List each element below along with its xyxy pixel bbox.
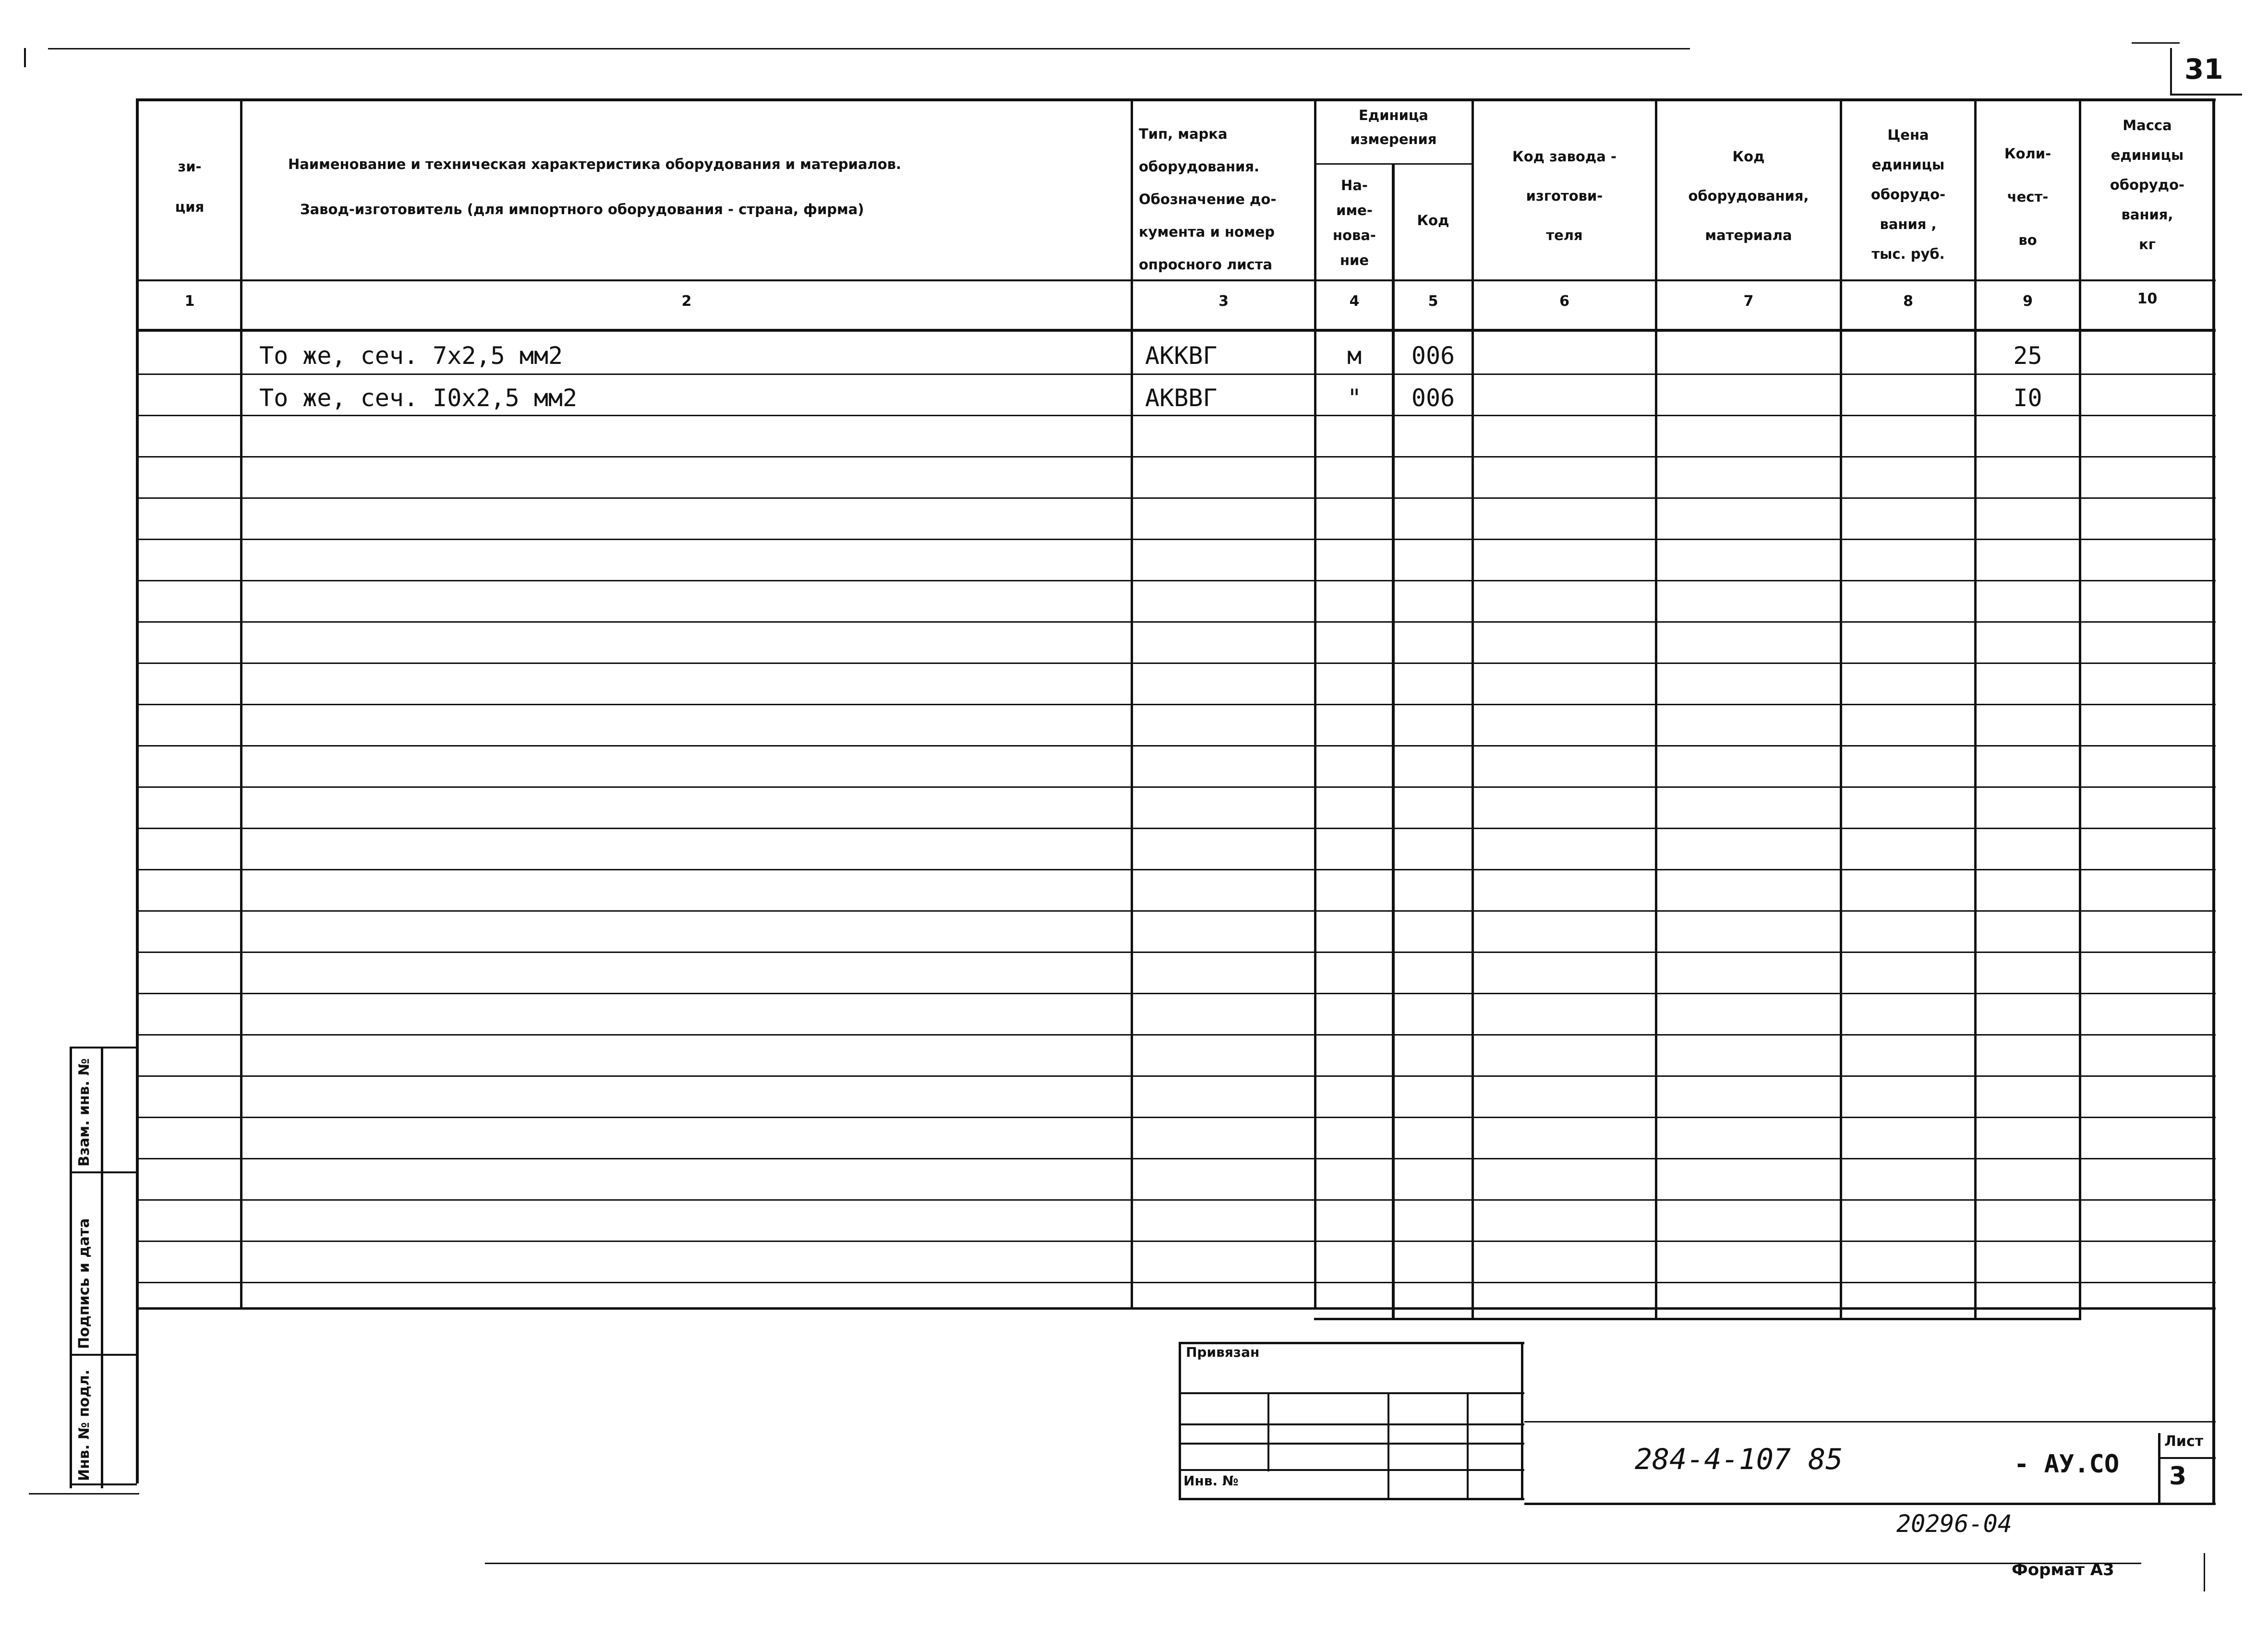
- row-line: [137, 621, 2216, 623]
- header-col9: [1977, 132, 2079, 262]
- table-top-border: [137, 98, 2216, 101]
- row-line: [137, 456, 2216, 458]
- stamp-row-4: [1179, 1469, 1524, 1471]
- stamp-left: [1179, 1342, 1181, 1500]
- header-col9-line2: чест-: [2007, 189, 2049, 205]
- margin-rule-2: [70, 1171, 137, 1173]
- margin-rule-4: [70, 1483, 137, 1485]
- header-col8-line1: Цена: [1887, 127, 1929, 143]
- stamp-bottom: [1179, 1498, 1524, 1500]
- stamp-col-1: [1267, 1392, 1269, 1471]
- sheet-box-divider: [2158, 1457, 2216, 1459]
- header-col6-line1: Код завода -: [1512, 148, 1617, 165]
- row-line: [137, 374, 2216, 375]
- stamp-row-2: [1179, 1423, 1524, 1425]
- row1-type: АККВГ: [1145, 342, 1218, 370]
- column-number-row-bottom: [137, 329, 2216, 332]
- row-line: [137, 745, 2216, 747]
- header-col6-line3: теля: [1546, 227, 1583, 243]
- left-tick: [24, 48, 26, 67]
- header-col1-line2: ция: [175, 199, 205, 215]
- header-col10-line5: кг: [2139, 236, 2156, 253]
- page-number-box-left: [2170, 48, 2172, 94]
- header-col3-line4: кумента и номер: [1139, 224, 1275, 240]
- header-col3-line3: Обозначение до-: [1139, 191, 1277, 207]
- col-divider-7: [1840, 98, 1842, 1320]
- bottom-left-tick: [29, 1493, 139, 1494]
- row-line: [137, 869, 2216, 870]
- header-col7-line1: Код: [1732, 148, 1765, 165]
- header-col3: [1139, 118, 1312, 281]
- top-rule: [48, 48, 1690, 49]
- page-number: 31: [2184, 53, 2223, 85]
- column-number-10: 10: [2137, 290, 2158, 307]
- row2-type: АКВВГ: [1145, 384, 1218, 412]
- header-col6-line2: изготови-: [1526, 188, 1603, 204]
- header-col4: [1316, 173, 1392, 273]
- sheet-value: 3: [2169, 1462, 2187, 1491]
- column-number-7: 7: [1743, 293, 1754, 310]
- row-line: [137, 539, 2216, 540]
- header-unit-group: [1315, 103, 1472, 151]
- row-line: [137, 1158, 2216, 1159]
- margin-label-vzam: Взам. инв. №: [76, 1058, 93, 1167]
- row1-name: То же, сеч. 7х2,5 мм2: [259, 342, 563, 370]
- margin-mid-line: [101, 1047, 103, 1488]
- margin-rule-1: [70, 1047, 137, 1048]
- row-line: [137, 580, 2216, 581]
- margin-label-inv-podl: Инв. № подл.: [76, 1369, 93, 1481]
- row-line: [137, 497, 2216, 499]
- header-col9-line1: Коли-: [2004, 145, 2051, 162]
- column-number-5: 5: [1428, 293, 1438, 310]
- page-number-box-bottom: [2170, 94, 2242, 96]
- handwritten-number: 20296-04: [1896, 1510, 2012, 1538]
- header-col8: [1842, 120, 1974, 269]
- row1-unit: м: [1347, 342, 1362, 370]
- col-divider-5: [1472, 98, 1474, 1320]
- header-col1: [139, 146, 240, 227]
- margin-label-signature: Подпись и дата: [76, 1218, 93, 1349]
- header-unit-line2: измерения: [1350, 131, 1437, 147]
- column-number-6: 6: [1559, 293, 1569, 310]
- header-col4-line1: На-: [1341, 177, 1368, 193]
- row2-unit: ": [1347, 384, 1362, 412]
- sheet-box-left: [2158, 1433, 2160, 1505]
- row-line: [137, 663, 2216, 664]
- row-line: [137, 415, 2216, 416]
- stamp-col-3: [1467, 1392, 1469, 1500]
- column-number-2: 2: [681, 293, 692, 310]
- header-col7: [1657, 137, 1840, 255]
- header-col10-line4: вания,: [2121, 206, 2173, 223]
- bottom-right-tick: [2204, 1553, 2205, 1591]
- stamp-privyazan: Привязан: [1186, 1344, 1260, 1360]
- row1-qty: 25: [2013, 342, 2042, 370]
- stamp-row-3: [1179, 1443, 1524, 1445]
- row-line: [137, 1075, 2216, 1077]
- header-col10: [2081, 110, 2213, 259]
- header-col4-line3: нова-: [1333, 227, 1376, 243]
- header-col9-line3: во: [2018, 232, 2037, 248]
- header-col3-line5: опросного листа: [1139, 256, 1273, 273]
- bottom-rule: [485, 1563, 2141, 1564]
- title-block-rule: [1524, 1421, 2216, 1422]
- doc-number: 284-4-107 85: [1635, 1443, 1843, 1476]
- table-right-border: [2212, 98, 2215, 1505]
- header-col5: Код: [1417, 212, 1449, 229]
- format-label: Формат А3: [2012, 1560, 2114, 1579]
- row-line: [137, 993, 2216, 994]
- header-col8-line5: тыс. руб.: [1871, 246, 1945, 262]
- header-col10-line2: единицы: [2111, 147, 2184, 163]
- header-col8-line3: оборудо-: [1870, 186, 1946, 203]
- header-col7-line3: материала: [1705, 227, 1792, 243]
- header-col10-line1: Масса: [2123, 117, 2172, 133]
- col-divider-8: [1974, 98, 1977, 1320]
- col-divider-9: [2079, 98, 2081, 1320]
- doc-suffix: - АУ.СО: [2014, 1450, 2120, 1479]
- title-block-bottom: [1524, 1503, 2216, 1505]
- header-col3-line1: Тип, марка: [1139, 126, 1228, 142]
- row-line: [137, 1241, 2216, 1242]
- margin-rule-3: [70, 1354, 137, 1356]
- header-col10-line3: оборудо-: [2110, 177, 2185, 193]
- header-col8-line2: единицы: [1871, 157, 1945, 173]
- col-divider-6: [1655, 98, 1657, 1320]
- header-col2: [288, 142, 901, 232]
- column-number-8: 8: [1903, 293, 1913, 310]
- header-col3-line2: оборудования.: [1139, 158, 1260, 175]
- margin-left-line: [70, 1047, 72, 1488]
- right-columns-bottom: [1314, 1318, 2081, 1320]
- header-col6: [1474, 137, 1655, 255]
- header-col1-line1: зи-: [178, 158, 202, 175]
- column-number-9: 9: [2023, 293, 2033, 310]
- row-line: [137, 1034, 2216, 1036]
- row-line: [137, 1282, 2216, 1283]
- stamp-right: [1521, 1342, 1523, 1500]
- stamp-inv-no: Инв. №: [1183, 1473, 1239, 1489]
- header-col4-line2: име-: [1336, 202, 1373, 218]
- row1-code: 006: [1411, 342, 1455, 370]
- row-line: [137, 1117, 2216, 1118]
- table-bottom-border: [137, 1307, 2216, 1310]
- column-number-1: 1: [184, 293, 195, 310]
- row-line: [137, 828, 2216, 829]
- stamp-row-1: [1179, 1392, 1524, 1394]
- stamp-col-2: [1387, 1392, 1389, 1500]
- header-col2-line1: Наименование и техническая характеристика оборудования и материалов.: [288, 156, 902, 172]
- top-rule-right: [2132, 42, 2180, 44]
- row-line: [137, 952, 2216, 953]
- row2-name: То же, сеч. I0х2,5 мм2: [259, 384, 578, 412]
- header-col8-line4: вания ,: [1880, 216, 1937, 232]
- column-number-4: 4: [1349, 293, 1360, 310]
- sheet-label: Лист: [2164, 1433, 2204, 1450]
- header-col4-line4: ние: [1339, 252, 1369, 268]
- col-divider-4: [1392, 163, 1395, 1320]
- row2-qty: I0: [2013, 384, 2042, 412]
- row-line: [137, 1199, 2216, 1201]
- row-line: [137, 704, 2216, 705]
- row2-code: 006: [1411, 384, 1455, 412]
- row-line: [137, 910, 2216, 912]
- row-line: [137, 786, 2216, 788]
- table-left-border: [136, 98, 139, 1483]
- column-number-3: 3: [1218, 293, 1229, 310]
- header-col2-line2: Завод-изготовитель (для импортного оборудования - страна, фирма): [300, 201, 864, 217]
- header-unit-line1: Единица: [1359, 107, 1428, 123]
- header-col7-line2: оборудования,: [1688, 188, 1809, 204]
